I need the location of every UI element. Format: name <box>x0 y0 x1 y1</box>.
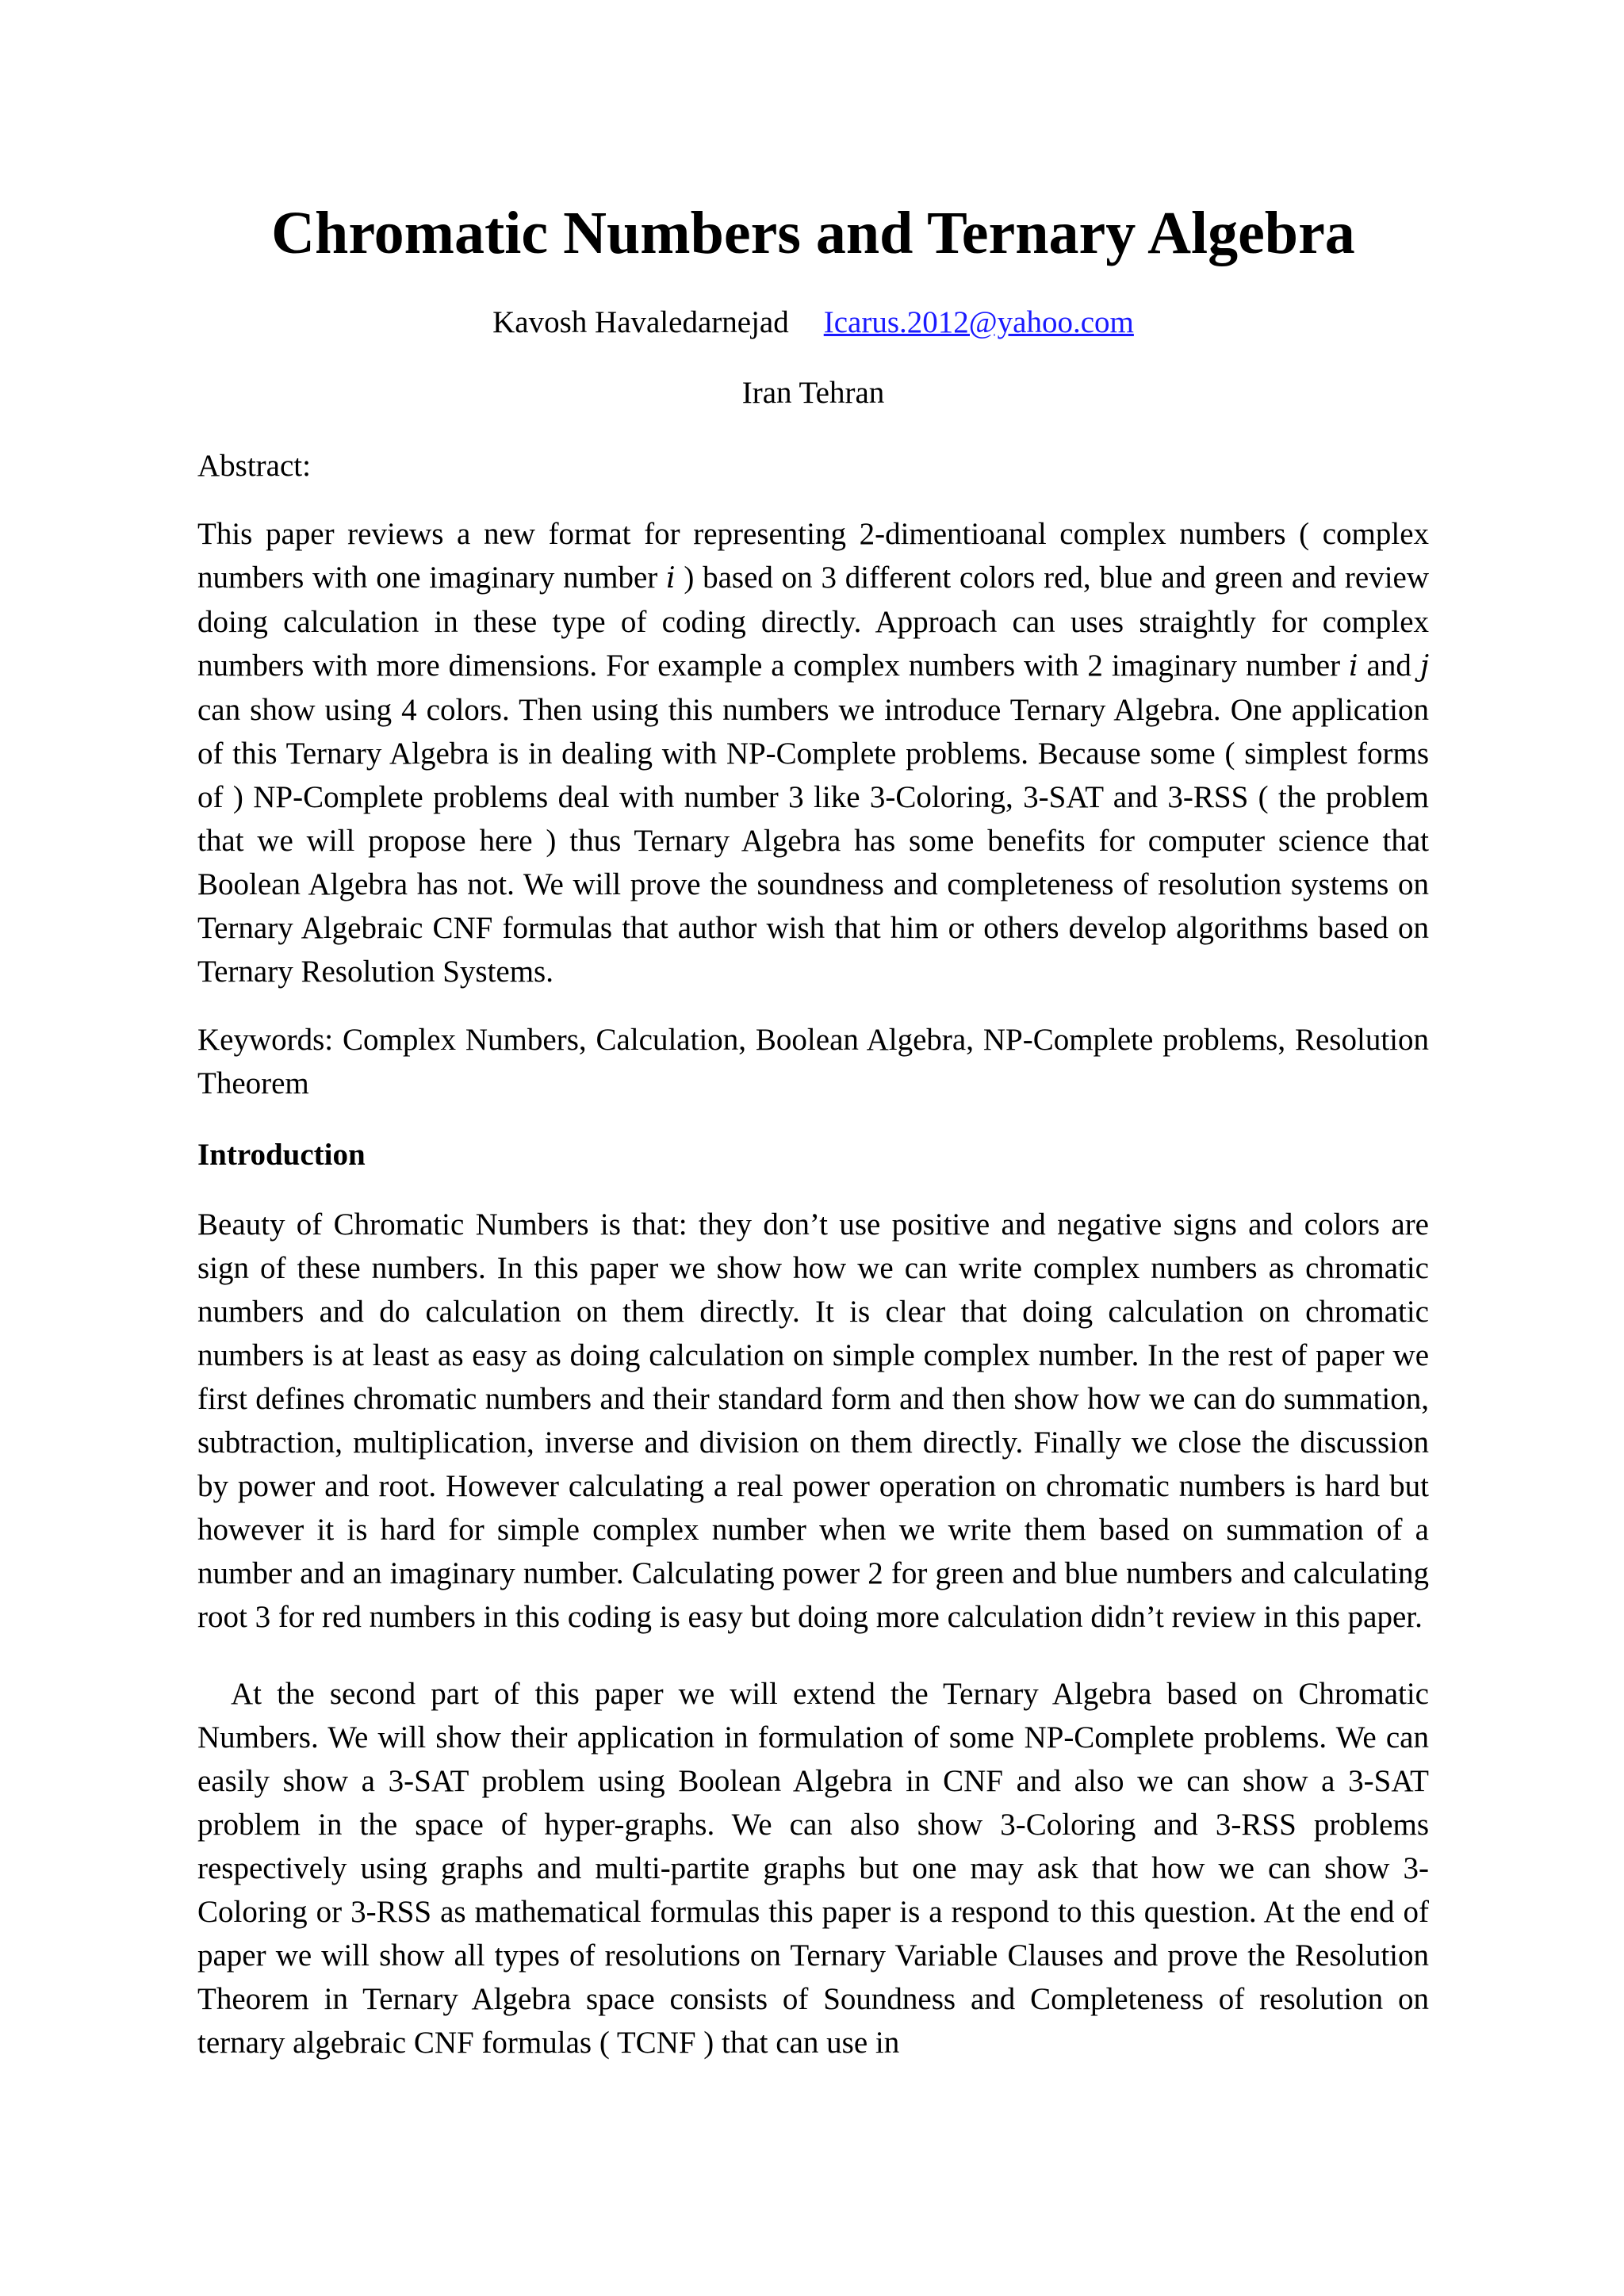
paper-title: Chromatic Numbers and Ternary Algebra <box>271 200 1355 266</box>
math-symbol-i-2: i <box>1349 650 1358 683</box>
author-email-link[interactable]: Icarus.2012@yahoo.com <box>823 305 1134 339</box>
math-symbol-j: j <box>1419 650 1429 683</box>
keywords: Keywords: Complex Numbers, Calculation, Boolean Algebra, NP-Complete problems, Resolution Theorem <box>197 1023 1429 1100</box>
author-line <box>197 303 1429 342</box>
math-symbol-i: i <box>666 562 676 595</box>
abstract-text-1: This paper reviews a new format for representing 2-dimentioanal complex numbers ( complex numbers with one imaginary number <box>197 517 1429 595</box>
author-name: Kavosh Havaledarnejad <box>492 305 789 339</box>
abstract-text-2: ) based on 3 different colors red, blue and green and review doing calculation in these type of coding directly. Approach can uses straightly for complex numbers with more dimensions. For example a complex numbers with 2 imaginary number <box>197 561 1430 683</box>
introduction-heading: Introduction <box>197 1138 366 1172</box>
abstract-label: Abstract: <box>197 449 311 483</box>
abstract-body <box>197 512 1429 993</box>
abstract-text-3: and <box>1358 649 1420 683</box>
abstract-text-4: can show using 4 colors. Then using this numbers we introduce Ternary Algebra. One application of this Ternary Algebra is in dealing with NP-Complete problems. Because some ( simplest forms of ) NP-Complete problems deal with number 3 like 3-Coloring, 3-SAT and 3-RSS ( the problem that we will propose here ) thus Ternary Algebra has some benefits for computer science that Boolean Algebra has not. We will prove the soundness and completeness of resolution systems on Ternary Algebraic CNF formulas that author wish that him or others develop algorithms based on Ternary Resolution Systems. <box>197 693 1429 989</box>
author-affiliation: Iran Tehran <box>741 376 885 410</box>
introduction-paragraph-2: At the second part of this paper we will extend the Ternary Algebra based on Chromatic Numbers. We will show their application in formulation of some NP-Complete problems. We can easily show a 3-SAT problem using Boolean Algebra in CNF and also we can show a 3-SAT problem in the space of hyper-graphs. We can also show 3-Coloring and 3-RSS problems respectively using graphs and multi-partite graphs but one may ask that how we can show 3-Coloring or 3-RSS as mathematical formulas this paper is a respond to this question. At the end of paper we will show all types of resolutions on Ternary Variable Clauses and prove the Resolution Theorem in Ternary Algebra space consists of Soundness and Completeness of resolution on ternary algebraic CNF formulas ( TCNF ) that can use in <box>197 1677 1429 2060</box>
introduction-paragraph-1: Beauty of Chromatic Numbers is that: they don’t use positive and negative signs and colors are sign of these numbers. In this paper we show how we can write complex numbers as chromatic numbers and do calculation on them directly. It is clear that doing calculation on chromatic numbers is at least as easy as doing calculation on simple complex number. In the rest of paper we first defines chromatic numbers and their standard form and then show how we can do summation, subtraction, multiplication, inverse and division on them directly. Finally we close the discussion by power and root. However calculating a real power operation on chromatic numbers is hard but however it is hard for simple complex number when we write them based on summation of a number and an imaginary number. Calculating power 2 for green and blue numbers and calculating root 3 for red numbers in this coding is easy but doing more calculation didn’t review in this paper. <box>197 1207 1429 1634</box>
